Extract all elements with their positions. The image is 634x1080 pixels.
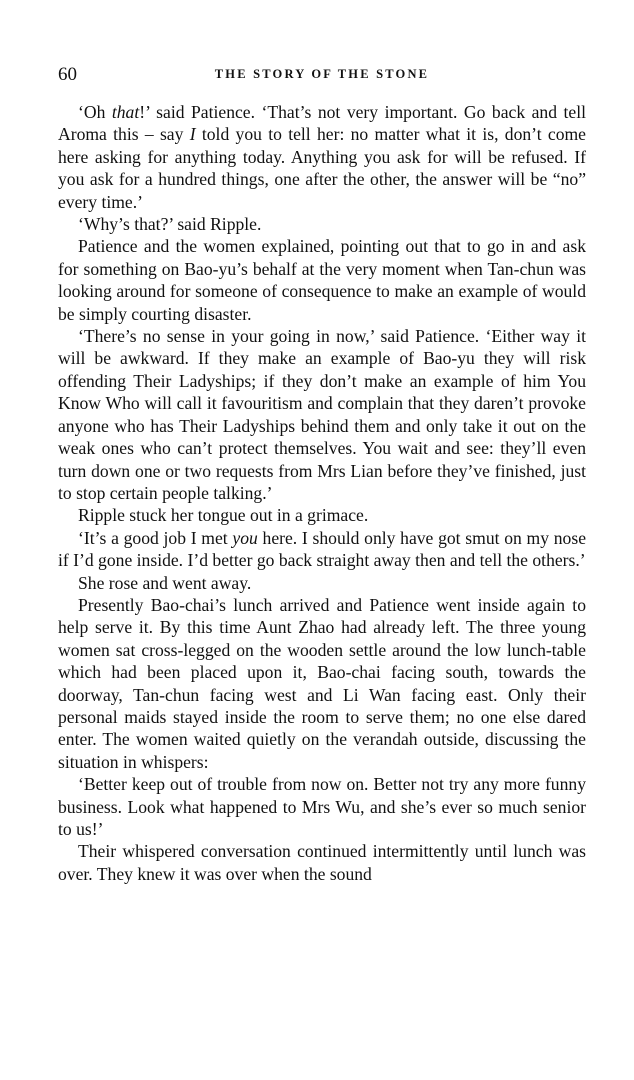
page-header	[58, 64, 586, 88]
paragraph	[58, 235, 586, 325]
text-segment: Ripple stuck her tongue out in a grimace.	[78, 505, 369, 526]
text-segment: here. I should only have got smut on my nose if I’d gone inside. I’d better go back straight away then and tell the others.’	[58, 527, 587, 571]
paragraph	[58, 594, 586, 773]
emphasis-text: I	[189, 124, 196, 145]
paragraph	[58, 773, 586, 840]
text-segment: ‘Why’s that?’ said Ripple.	[78, 214, 262, 235]
emphasis-text: that	[111, 102, 140, 122]
emphasis-text: you	[232, 527, 258, 548]
text-segment: ‘Better keep out of trouble from now on. Better not try any more funny business. Look what happened to Mrs Wu, and she’s ever so much senior to us!’	[58, 774, 586, 839]
paragraph	[58, 213, 586, 235]
running-title: THE STORY OF THE STONE	[214, 67, 430, 81]
paragraph	[58, 572, 586, 594]
text-segment: ‘It’s a good job I met	[78, 527, 233, 548]
text-segment: Patience and the women explained, pointing out that to go in and ask for something on Bao-yu’s behalf at the very moment when Tan-chun was looking around for someone of consequence to make an example of would be simply courting disaster.	[58, 236, 586, 324]
text-segment: Presently Bao-chai’s lunch arrived and Patience went inside again to help serve it. By this time Aunt Zhao had already left. The three young women sat cross-legged on the wooden settle around the low lunch-table which had been placed upon it, Bao-chai facing south, towards the doorway, Tan-chun facing west and Li Wan facing east. Only their personal maids stayed inside the room to serve them; no one else dared enter. The women waited quietly on the verandah outside, discussing the situation in whispers:	[58, 594, 586, 772]
paragraph	[58, 504, 586, 526]
text-segment: ‘There’s no sense in your going in now,’ said Patience. ‘Either way it will be awkward. If they make an example of Bao-yu they will risk offending Their Ladyships; if they don’t make an example of him You Know Who will call it favouritism and complain that they daren’t provoke anyone who has Their Ladyships behind them and only take it out on the weak ones who can’t protect themselves. You wait and see: they’ll even turn down one or two requests from Mrs Lian before they’ve finished, just to stop certain people talking.’	[58, 326, 586, 503]
paragraph	[58, 527, 586, 572]
paragraph	[58, 325, 586, 504]
text-segment: !’ said Patience. ‘That’s not very important. Go back and tell Aroma this – say	[58, 102, 587, 145]
body-text	[58, 101, 586, 885]
text-segment: told you to tell her: no matter what it is, don’t come here asking for anything today. Anything you ask for will be refused. If you ask for a hundred things, one after the other, the answer will be “no” every time.’	[58, 124, 586, 212]
paragraph	[58, 840, 586, 885]
text-segment: ‘Oh	[78, 102, 112, 122]
text-segment: Their whispered conversation continued intermittently until lunch was over. They knew it was over when the sound	[58, 841, 586, 884]
text-segment: She rose and went away.	[78, 572, 252, 593]
paragraph	[58, 101, 586, 213]
page-number: 60	[58, 64, 77, 85]
